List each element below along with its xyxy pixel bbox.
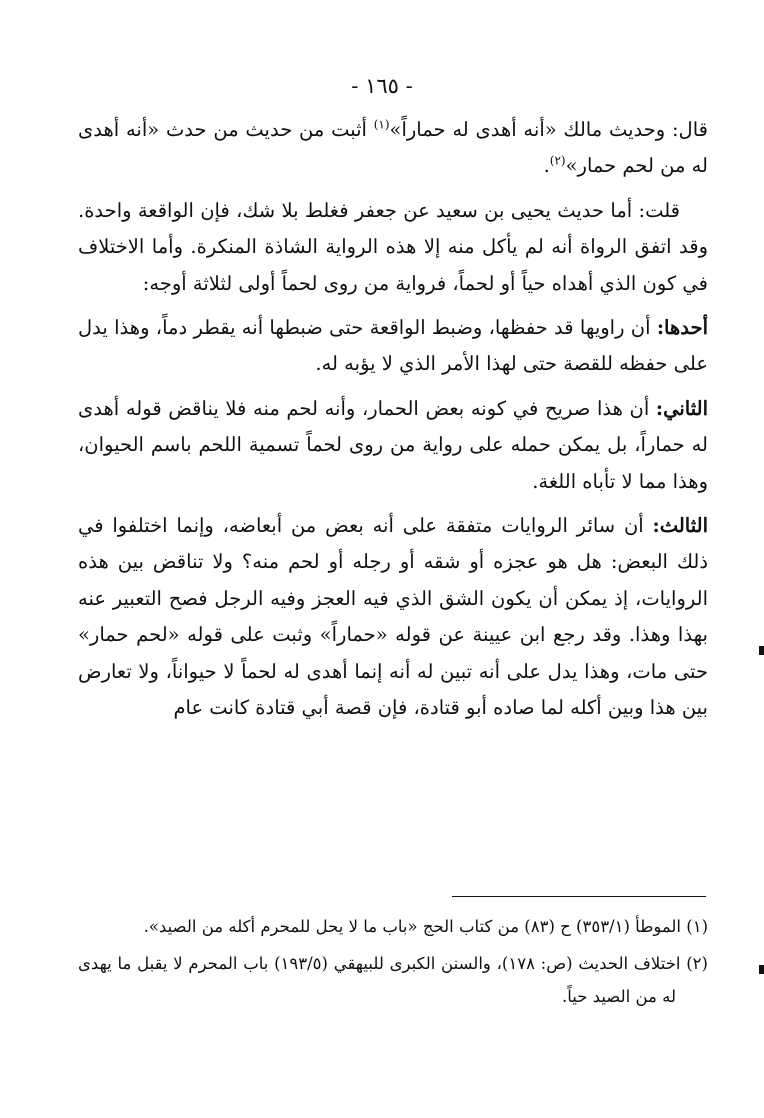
page-number: - ١٦٥ - — [351, 74, 413, 98]
footnote-ref-2: (٢) — [549, 153, 566, 168]
paragraph-1-text-c: . — [543, 154, 550, 178]
paragraph-first-reason — [78, 310, 708, 383]
footnote-separator — [452, 896, 706, 897]
paragraph-2-text: قلت: أما حديث يحيى بن سعيد عن جعفر فغلط بلا شك، فإن الواقعة واحدة. وقد اتفق الرواة أنه لم يأكل منه إلا هذه الرواية الشاذة المنكرة. وأما الاختلاف في كون الذي أهداه حياً أو لحماً، فرواية من روى لحماً أولى لثلاثة أوجه: — [78, 198, 708, 295]
paragraph-1 — [78, 112, 708, 185]
paragraph-1-text-a: قال: وحديث مالك «أنه أهدى له حماراً» — [389, 118, 708, 141]
second-reason-heading: الثاني: — [655, 396, 708, 420]
main-text — [78, 112, 708, 735]
third-reason-heading: الثالث: — [652, 514, 708, 538]
scan-edge-mark — [759, 965, 764, 974]
paragraph-third-reason — [78, 508, 708, 726]
second-reason-text: أن هذا صريح في كونه بعض الحمار، وأنه لحم منه فلا يناقض قوله أهدى له حماراً، بل يمكن حمله على رواية من روى لحماً تسمية اللحم باسم الحيوان، وهذا مما لا تأباه اللغة. — [78, 396, 708, 493]
footnote-2: (٢) اختلاف الحديث (ص: ١٧٨)، والسنن الكبرى للبيهقي (١٩٣/٥) باب المحرم لا يقبل ما يهدى له من الصيد حياً. — [78, 954, 708, 1006]
paragraph-1-text-b: أثبت من حديث من حدث «أنه أهدى له من لحم حمار» — [78, 118, 708, 178]
scan-edge-mark — [759, 646, 764, 655]
first-reason-heading: أحدها: — [656, 316, 708, 340]
footnote-1: (١) الموطأ (٣٥٣/١) ح (٨٣) من كتاب الحج «باب ما لا يحل للمحرم أكله من الصيد». — [143, 917, 708, 936]
paragraph-2 — [78, 193, 708, 302]
footnotes — [78, 910, 708, 1017]
paragraph-second-reason — [78, 391, 708, 500]
first-reason-text: أن راويها قد حفظها، وضبط الواقعة حتى ضبطها أنه يقطر دماً، وهذا يدل على حفظه للقصة حتى لهذا الأمر الذي لا يؤبه له. — [78, 316, 708, 376]
third-reason-text: أن سائر الروايات متفقة على أنه بعض من أبعاضه، وإنما اختلفوا في ذلك البعض: هل هو عجزه أو شقه أو رجله أو لحم منه؟ ولا تناقض بين هذه الروايات، إذ يمكن أن يكون الشق الذي فيه العجز وفيه الرجل فصح التعبير عنه بهذا وهذا. وقد رجع ابن عيينة عن قوله «حماراً» وثبت على قوله «لحم حمار» حتى مات، وهذا يدل على أنه تبين له أنه إنما أهدى له لحماً لا حيواناً، ولا تعارض بين هذا وبين أكله لما صاده أبو قتادة، فإن قصة أبي قتادة كانت عام — [78, 514, 708, 720]
footnote-ref-1: (١) — [373, 117, 390, 132]
